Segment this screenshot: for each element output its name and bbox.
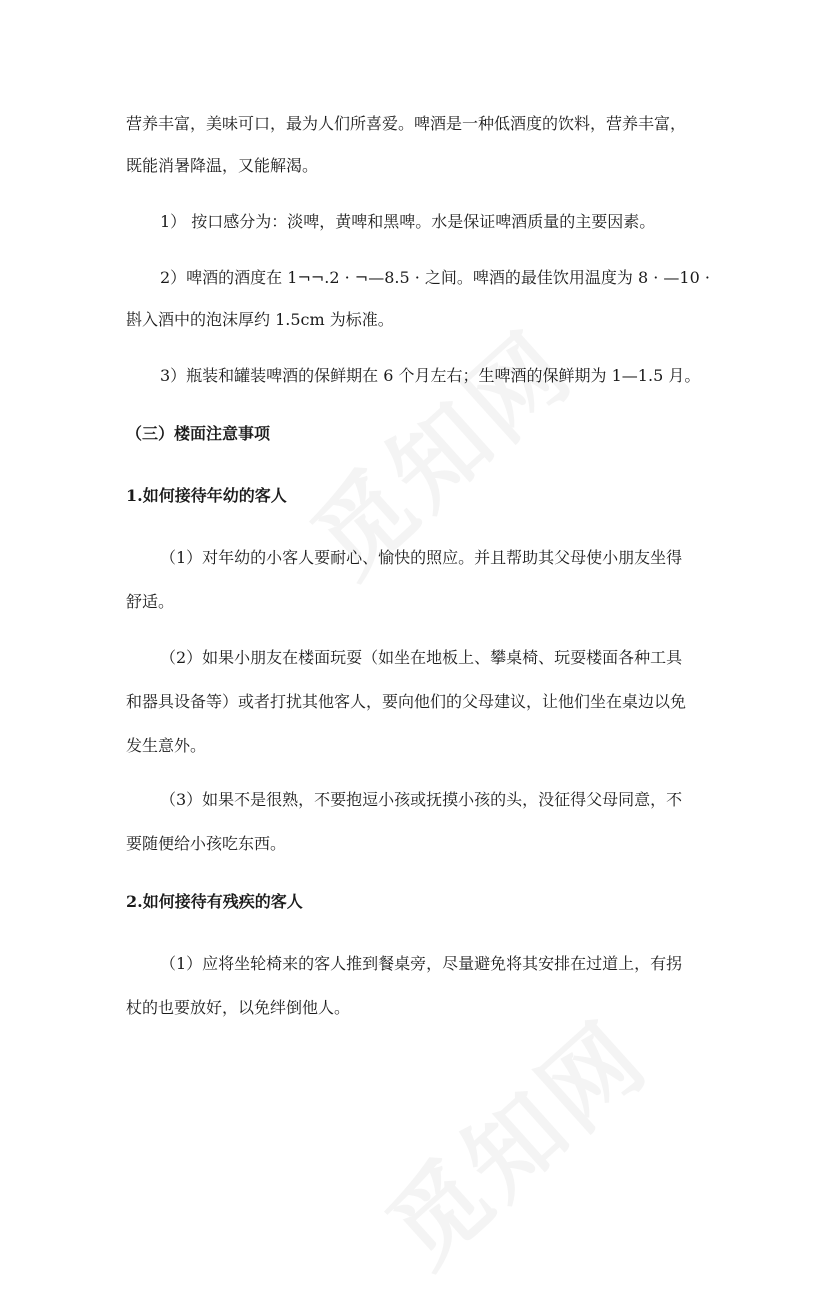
paragraph-line: 营养丰富，美味可口，最为人们所喜爱。啤酒是一种低酒度的饮料，营养丰富， (126, 114, 687, 133)
paragraph-line: （3）如果不是很熟，不要抱逗小孩或抚摸小孩的头，没征得父母同意，不 (160, 790, 683, 809)
list-item-line: 3）瓶装和罐装啤酒的保鲜期在 6 个月左右；生啤酒的保鲜期为 1—1.5 月。 (160, 366, 701, 385)
watermark (353, 985, 672, 1292)
list-item-line: 2）啤酒的酒度在 1¬¬.2 · ¬—8.5 · 之间。啤酒的最佳饮用温度为 8 · —10 · (160, 268, 710, 287)
paragraph-line: （2）如果小朋友在楼面玩耍（如坐在地板上、攀桌椅、玩耍楼面各种工具 (160, 648, 683, 667)
paragraph-line: 杖的也要放好，以免绊倒他人。 (126, 998, 351, 1017)
list-item-line: 1） 按口感分为：淡啤，黄啤和黑啤。水是保证啤酒质量的主要因素。 (160, 212, 656, 231)
paragraph-line: 和器具设备等）或者打扰其他客人，要向他们的父母建议，让他们坐在桌边以免 (126, 692, 687, 711)
paragraph-line: 斟入酒中的泡沫厚约 1.5cm 为标准。 (126, 310, 394, 329)
paragraph-line: 舒适。 (126, 592, 175, 611)
paragraph-line: （1）应将坐轮椅来的客人推到餐桌旁，尽量避免将其安排在过道上，有拐 (160, 954, 683, 973)
subsection-heading: 1.如何接待年幼的客人 (126, 486, 287, 505)
paragraph-line: 要随便给小孩吃东西。 (126, 834, 287, 853)
paragraph-line: 既能消暑降温，又能解渴。 (126, 156, 319, 175)
section-heading: （三）楼面注意事项 (126, 424, 271, 443)
paragraph-line: （1）对年幼的小客人要耐心、愉快的照应。并且帮助其父母使小朋友坐得 (160, 548, 683, 567)
subsection-heading: 2.如何接待有残疾的客人 (126, 892, 303, 911)
paragraph-line: 发生意外。 (126, 736, 207, 755)
